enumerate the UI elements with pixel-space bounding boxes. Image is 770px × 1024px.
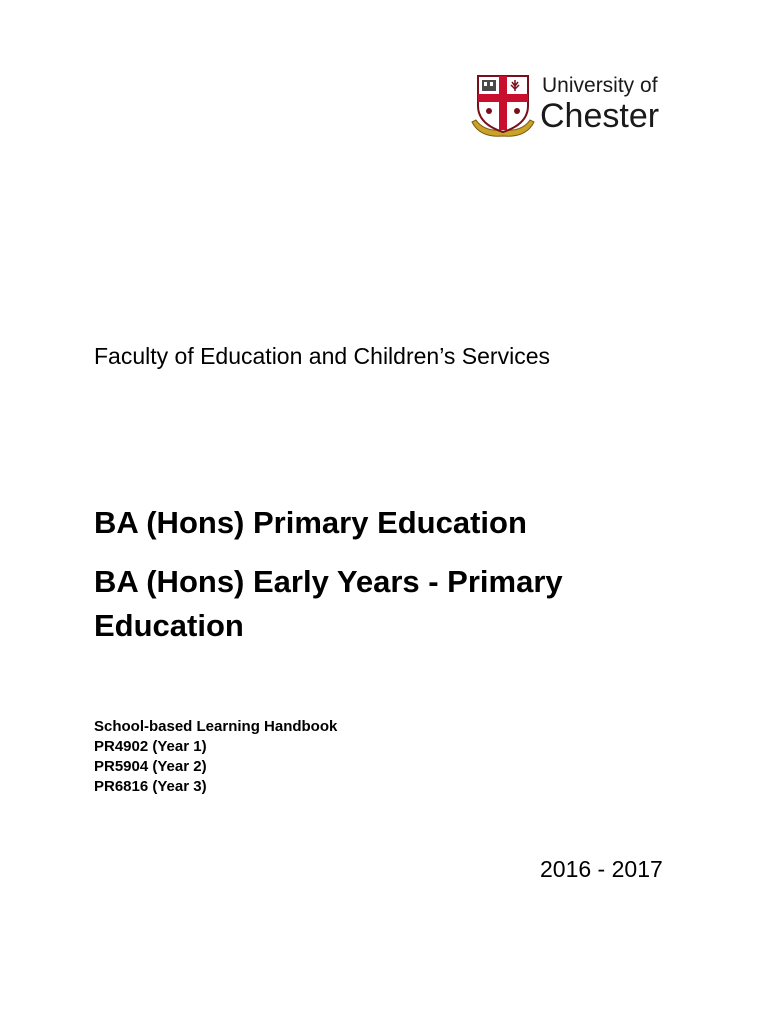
module-code-year-3: PR6816 (Year 3) (94, 778, 207, 795)
programme-title-1: BA (Hons) Primary Education (94, 505, 527, 540)
academic-year: 2016 - 2017 (540, 856, 663, 882)
logo-text-line2: Chester (540, 97, 660, 135)
module-code-year-2: PR5904 (Year 2) (94, 758, 207, 775)
handbook-block (94, 717, 337, 797)
logo-text-line1: University of (542, 74, 658, 97)
module-code-year-1: PR4902 (Year 1) (94, 738, 207, 755)
university-crest-icon (470, 72, 536, 140)
faculty-name: Faculty of Education and Children’s Services (94, 343, 550, 369)
handbook-title: School-based Learning Handbook (94, 718, 338, 735)
programme-title-2: BA (Hons) Early Years - Primary Education (94, 564, 563, 643)
university-logo (470, 72, 690, 142)
